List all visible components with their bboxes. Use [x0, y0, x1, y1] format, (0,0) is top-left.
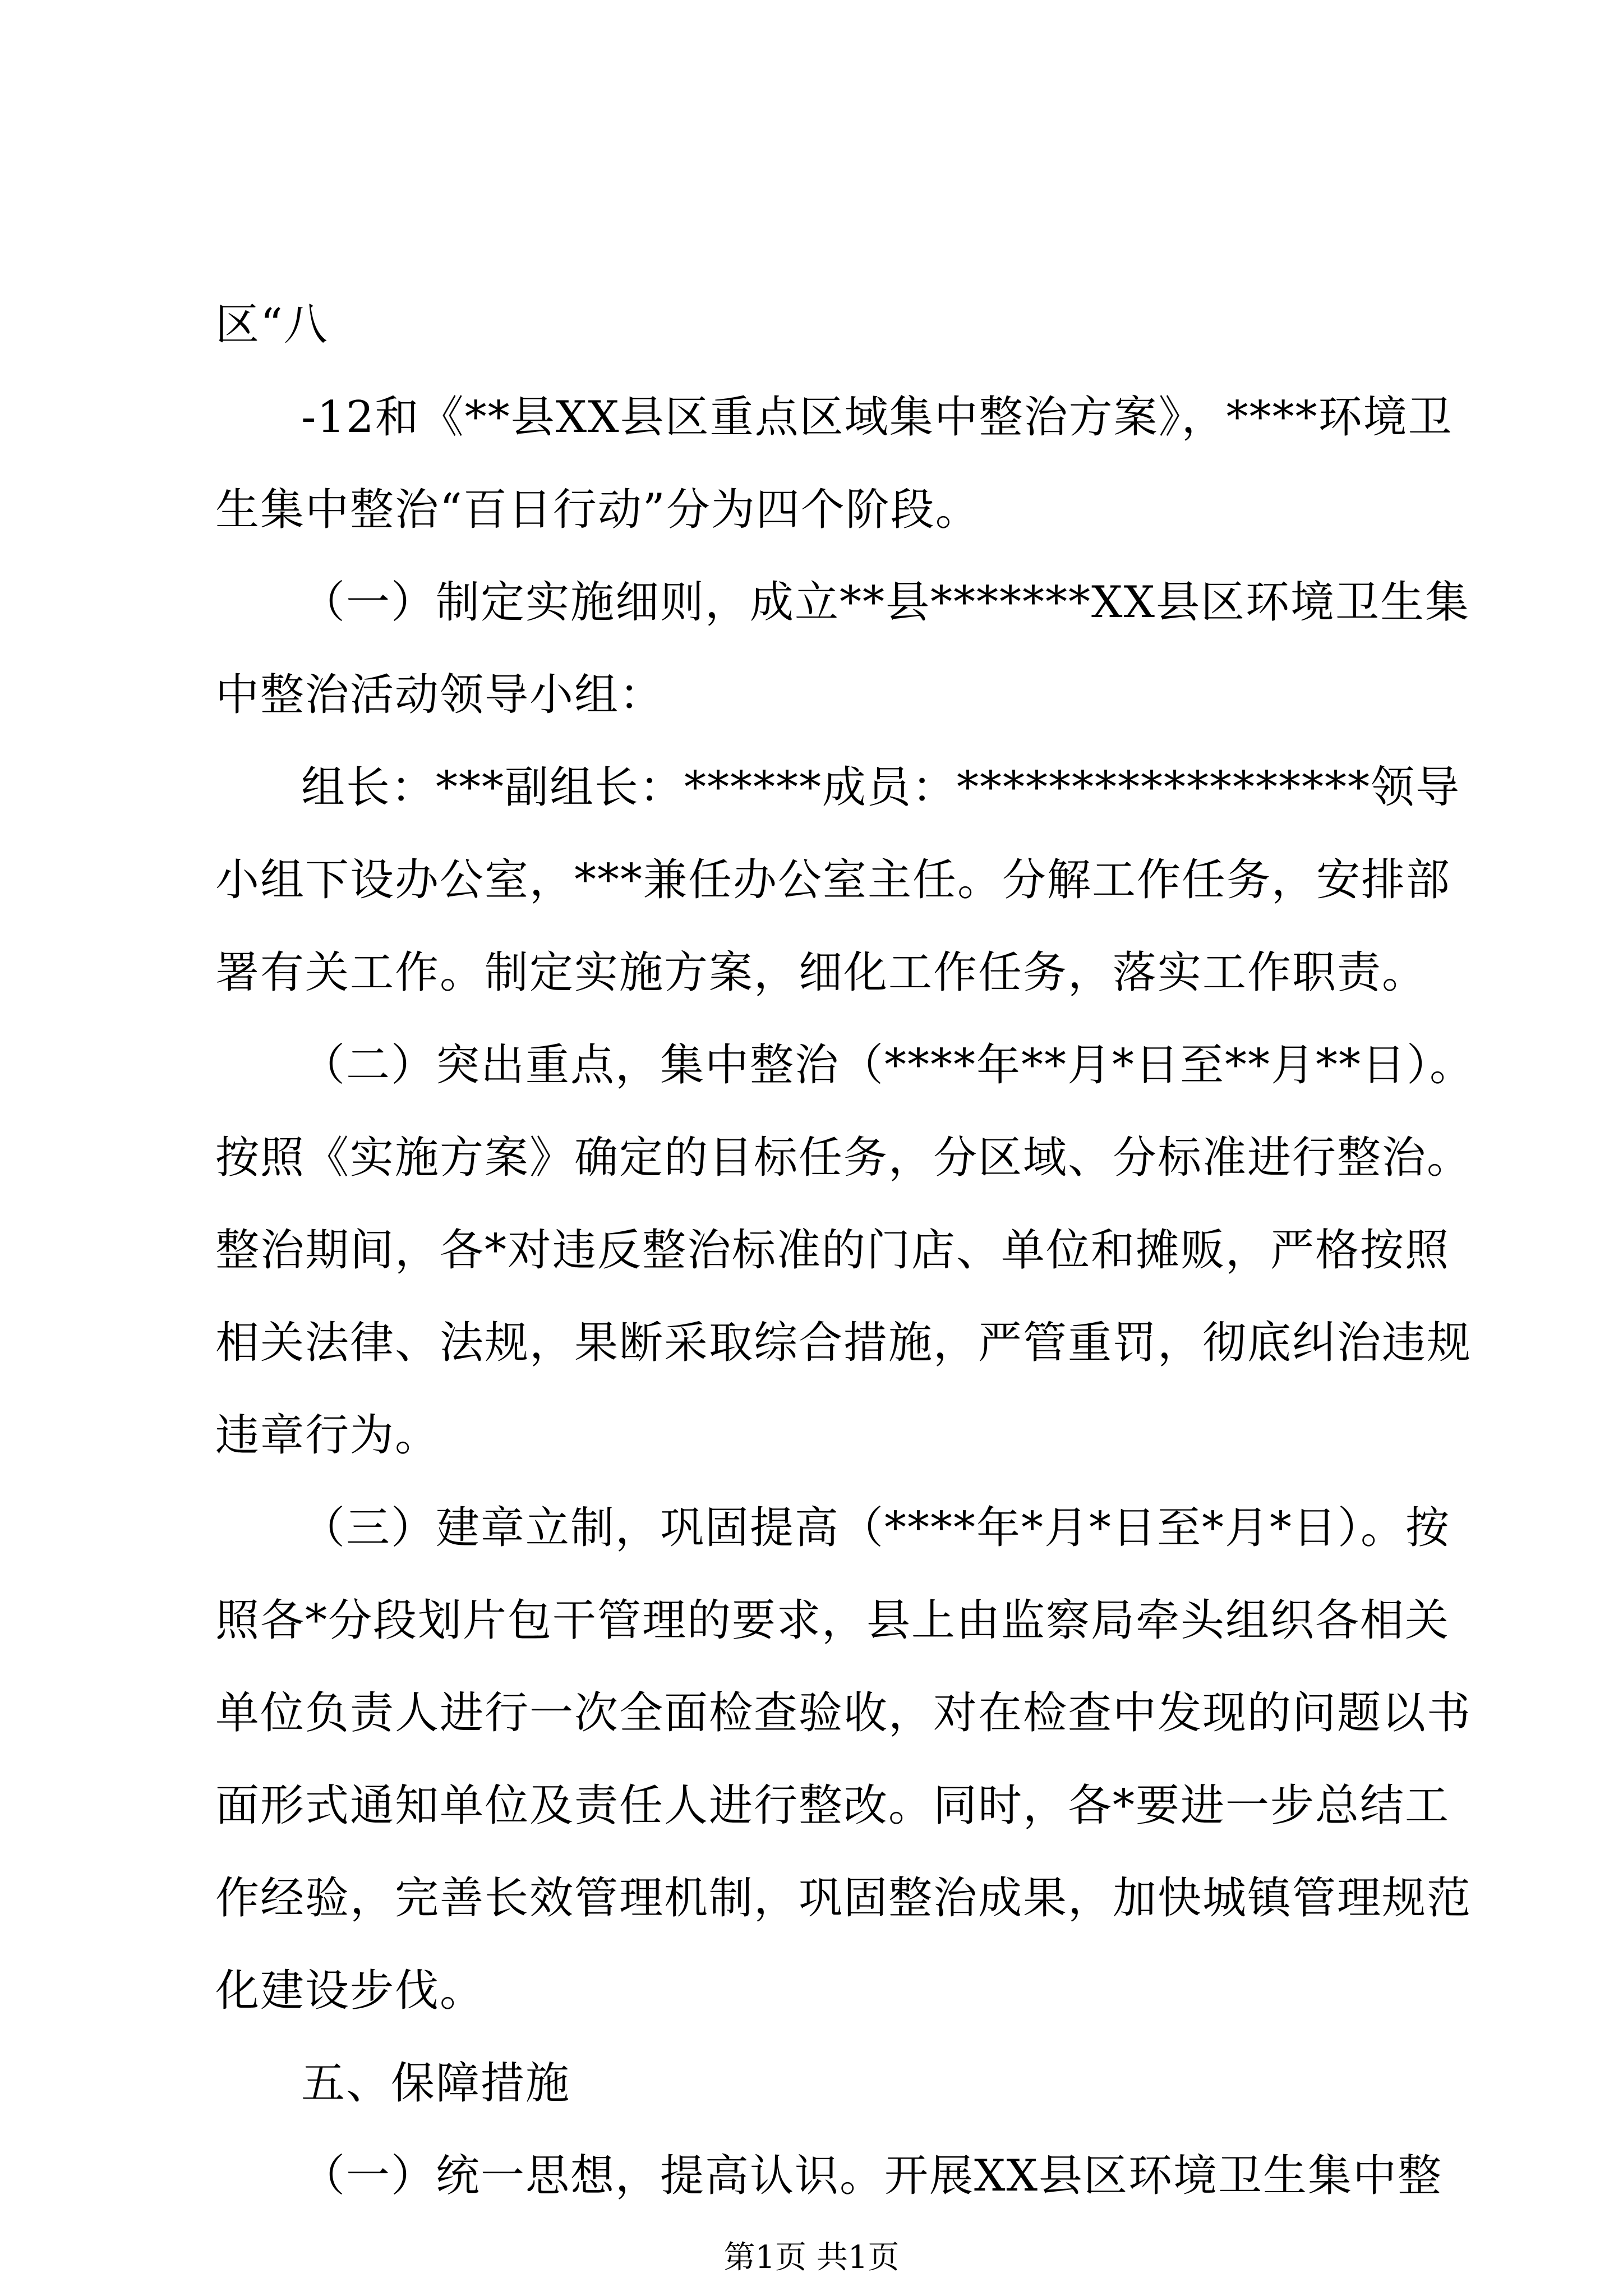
- body-line: 署有关工作。制定实施方案，细化工作任务，落实工作职责。: [215, 947, 1427, 998]
- body-line: 组长：***副组长：******成员：******************领导: [301, 762, 1461, 813]
- body-line: 照各*分段划片包干管理的要求，县上由监察局牵头组织各相关: [215, 1595, 1450, 1646]
- body-line: 区“八: [215, 300, 329, 350]
- page-footer: 第1页 共1页: [723, 2239, 900, 2276]
- body-line: 化建设步伐。: [215, 1966, 485, 2016]
- body-line: 小组下设办公室，***兼任办公室主任。分解工作任务，安排部: [215, 855, 1451, 905]
- body-line: 按照《实施方案》确定的目标任务，分区域、分标准进行整治。: [215, 1133, 1472, 1183]
- body-line: 生集中整治“百日行动”分为四个阶段。: [215, 485, 980, 535]
- body-line: （三）建章立制，巩固提高（****年*月*日至*月*日）。按: [301, 1503, 1451, 1553]
- body-line: 作经验，完善长效管理机制，巩固整治成果，加快城镇管理规范: [215, 1873, 1472, 1924]
- body-line: （一）统一思想，提高认识。开展XX县区环境卫生集中整: [301, 2151, 1443, 2201]
- body-line: 面形式通知单位及责任人进行整改。同时，各*要进一步总结工: [215, 1780, 1450, 1831]
- body-line: 单位负责人进行一次全面检查验收，对在检查中发现的问题以书: [215, 1688, 1472, 1738]
- body-line: 中整治活动领导小组：: [215, 670, 665, 720]
- body-line: （二）突出重点，集中整治（****年**月*日至**月**日）。: [301, 1040, 1475, 1091]
- body-line: -12和《**县XX县区重点区域集中整治方案》，****环境卫: [301, 392, 1453, 443]
- body-line: 违章行为。: [215, 1410, 440, 1461]
- section-heading: 五、保障措施: [301, 2058, 571, 2109]
- body-line: 整治期间，各*对违反整治标准的门店、单位和摊贩，严格按照: [215, 1225, 1450, 1276]
- body-line: （一）制定实施细则，成立**县*******XX县区环境卫生集: [301, 577, 1470, 628]
- body-line: 相关法律、法规，果断采取综合措施，严管重罚，彻底纠治违规: [215, 1318, 1472, 1368]
